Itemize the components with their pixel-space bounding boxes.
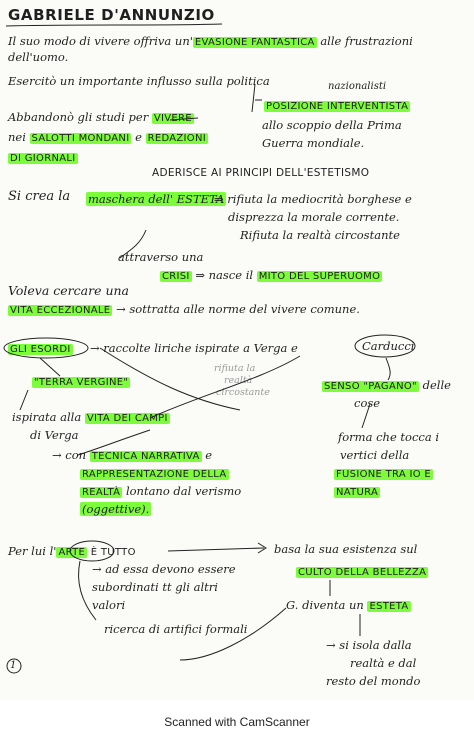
text-line: Guerra mondiale. xyxy=(262,136,365,150)
arrow-line xyxy=(168,548,264,551)
text: Si crea la xyxy=(8,189,71,204)
highlight: MITO DEL SUPERUOMO xyxy=(258,271,381,282)
text: alle frustrazioni xyxy=(320,34,413,48)
highlight: NATURA xyxy=(336,487,379,498)
highlight: VIVERE xyxy=(153,113,192,124)
highlight: "TERRA VERGINE" xyxy=(34,377,129,388)
highlight: SENSO "PAGANO" xyxy=(324,381,417,392)
text: ispirata alla xyxy=(12,410,82,424)
highlight: RAPPRESENTAZIONE DELLA xyxy=(82,469,227,480)
highlight: ARTE xyxy=(58,547,86,558)
page-title: GABRIELE D'ANNUNZIO xyxy=(8,6,215,24)
bracket-line xyxy=(252,84,255,112)
text-line: Rifiuta la realtà circostante xyxy=(240,228,400,242)
text: → sottratta alle norme del vivere comune. xyxy=(116,302,360,316)
arrow-line xyxy=(120,230,146,258)
highlight: (oggettive). xyxy=(82,502,150,516)
arrow-line xyxy=(20,390,28,410)
highlight: ESTETA xyxy=(369,601,409,612)
section-heading: ADERISCE AI PRINCIPI DELL'ESTETISMO xyxy=(152,167,370,179)
highlight: POSIZIONE INTERVENTISTA xyxy=(266,101,409,112)
text-line: Carducci xyxy=(362,339,415,353)
text: lontano dal verismo xyxy=(125,484,242,498)
text: delle xyxy=(422,378,451,392)
text-line: → si isola dalla xyxy=(326,638,412,652)
text: ⇒ nasce il xyxy=(195,268,254,282)
text-line: forma che tocca i xyxy=(338,430,440,444)
text: Abbandonò gli studi per xyxy=(8,110,149,124)
text: nei xyxy=(8,130,26,144)
text: Per lui l' xyxy=(8,544,57,558)
text: G. diventa un xyxy=(286,598,364,612)
text: È TUTTO xyxy=(90,547,136,558)
highlight: EVASIONE FANTASTICA xyxy=(194,37,315,48)
text: → con xyxy=(52,448,87,462)
highlight: VITA ECCEZIONALE xyxy=(10,305,111,316)
arrow-line xyxy=(170,118,198,120)
highlight: REALTÀ xyxy=(82,487,121,498)
text-line: valori xyxy=(92,598,126,612)
text-line: basa la sua esistenza sul xyxy=(274,542,418,556)
arrow-line xyxy=(150,356,300,418)
highlight: DI GIORNALI xyxy=(10,153,76,164)
highlight: CULTO DELLA BELLEZZA xyxy=(298,567,427,578)
text: nazionalisti xyxy=(328,81,387,92)
text-line: di Verga xyxy=(30,428,79,442)
scanner-watermark: Scanned with CamScanner xyxy=(164,715,310,729)
text: e xyxy=(135,130,142,144)
text-line: Voleva cercare una xyxy=(8,283,130,298)
highlight: REDAZIONI xyxy=(147,133,207,144)
text-line: → raccolte liriche ispirate a Verga e xyxy=(90,341,298,355)
text-line: realtà e dal xyxy=(350,656,417,670)
text-line: Esercitò un importante influsso sulla politica xyxy=(8,74,270,88)
highlight: TECNICA NARRATIVA xyxy=(91,451,200,462)
arrow-line xyxy=(100,348,240,410)
arrow-line xyxy=(40,358,60,376)
text-line: resto del mondo xyxy=(326,674,421,688)
text-line: subordinati tt gli altri xyxy=(92,580,218,594)
text: Il suo modo di vivere offriva un' xyxy=(8,34,193,48)
text-line: disprezza la morale corrente. xyxy=(228,210,400,224)
page-number-circle xyxy=(7,659,21,673)
highlight: SALOTTI MONDANI xyxy=(31,133,130,144)
circle-mark xyxy=(70,541,114,561)
text-line: ⇒ rifiuta la mediocrità borghese e xyxy=(214,192,412,206)
title-underline xyxy=(6,24,222,26)
text-line: → ad essa devono essere xyxy=(92,562,236,576)
highlight: CRISI xyxy=(162,271,190,282)
arrow-line xyxy=(180,608,286,660)
arrow-line xyxy=(79,561,96,620)
highlight: FUSIONE TRA IO E xyxy=(336,469,432,480)
text-line: attraverso una xyxy=(118,250,204,264)
faint-note: realtà xyxy=(224,375,253,386)
arrow-line xyxy=(386,358,390,380)
arrow-line xyxy=(78,430,150,455)
text-line: vertici della xyxy=(340,448,410,462)
text-line: dell'uomo. xyxy=(8,50,69,64)
circle-mark xyxy=(4,338,88,358)
text-line: ricerca di artifici formali xyxy=(104,622,248,636)
faint-note: circostante xyxy=(216,387,270,398)
highlight: VITA DEI CAMPI xyxy=(86,413,168,424)
circle-mark xyxy=(355,335,415,357)
text-line: cose xyxy=(354,396,381,410)
page-number: 1 xyxy=(10,660,17,671)
arrow-line xyxy=(362,404,370,428)
highlight: GLI ESORDI xyxy=(10,344,71,355)
faint-note: rifiuta la xyxy=(214,363,256,374)
highlight: maschera dell' ESTETA xyxy=(88,192,225,206)
text-line: allo scoppio della Prima xyxy=(262,118,402,132)
text: e xyxy=(205,448,213,462)
